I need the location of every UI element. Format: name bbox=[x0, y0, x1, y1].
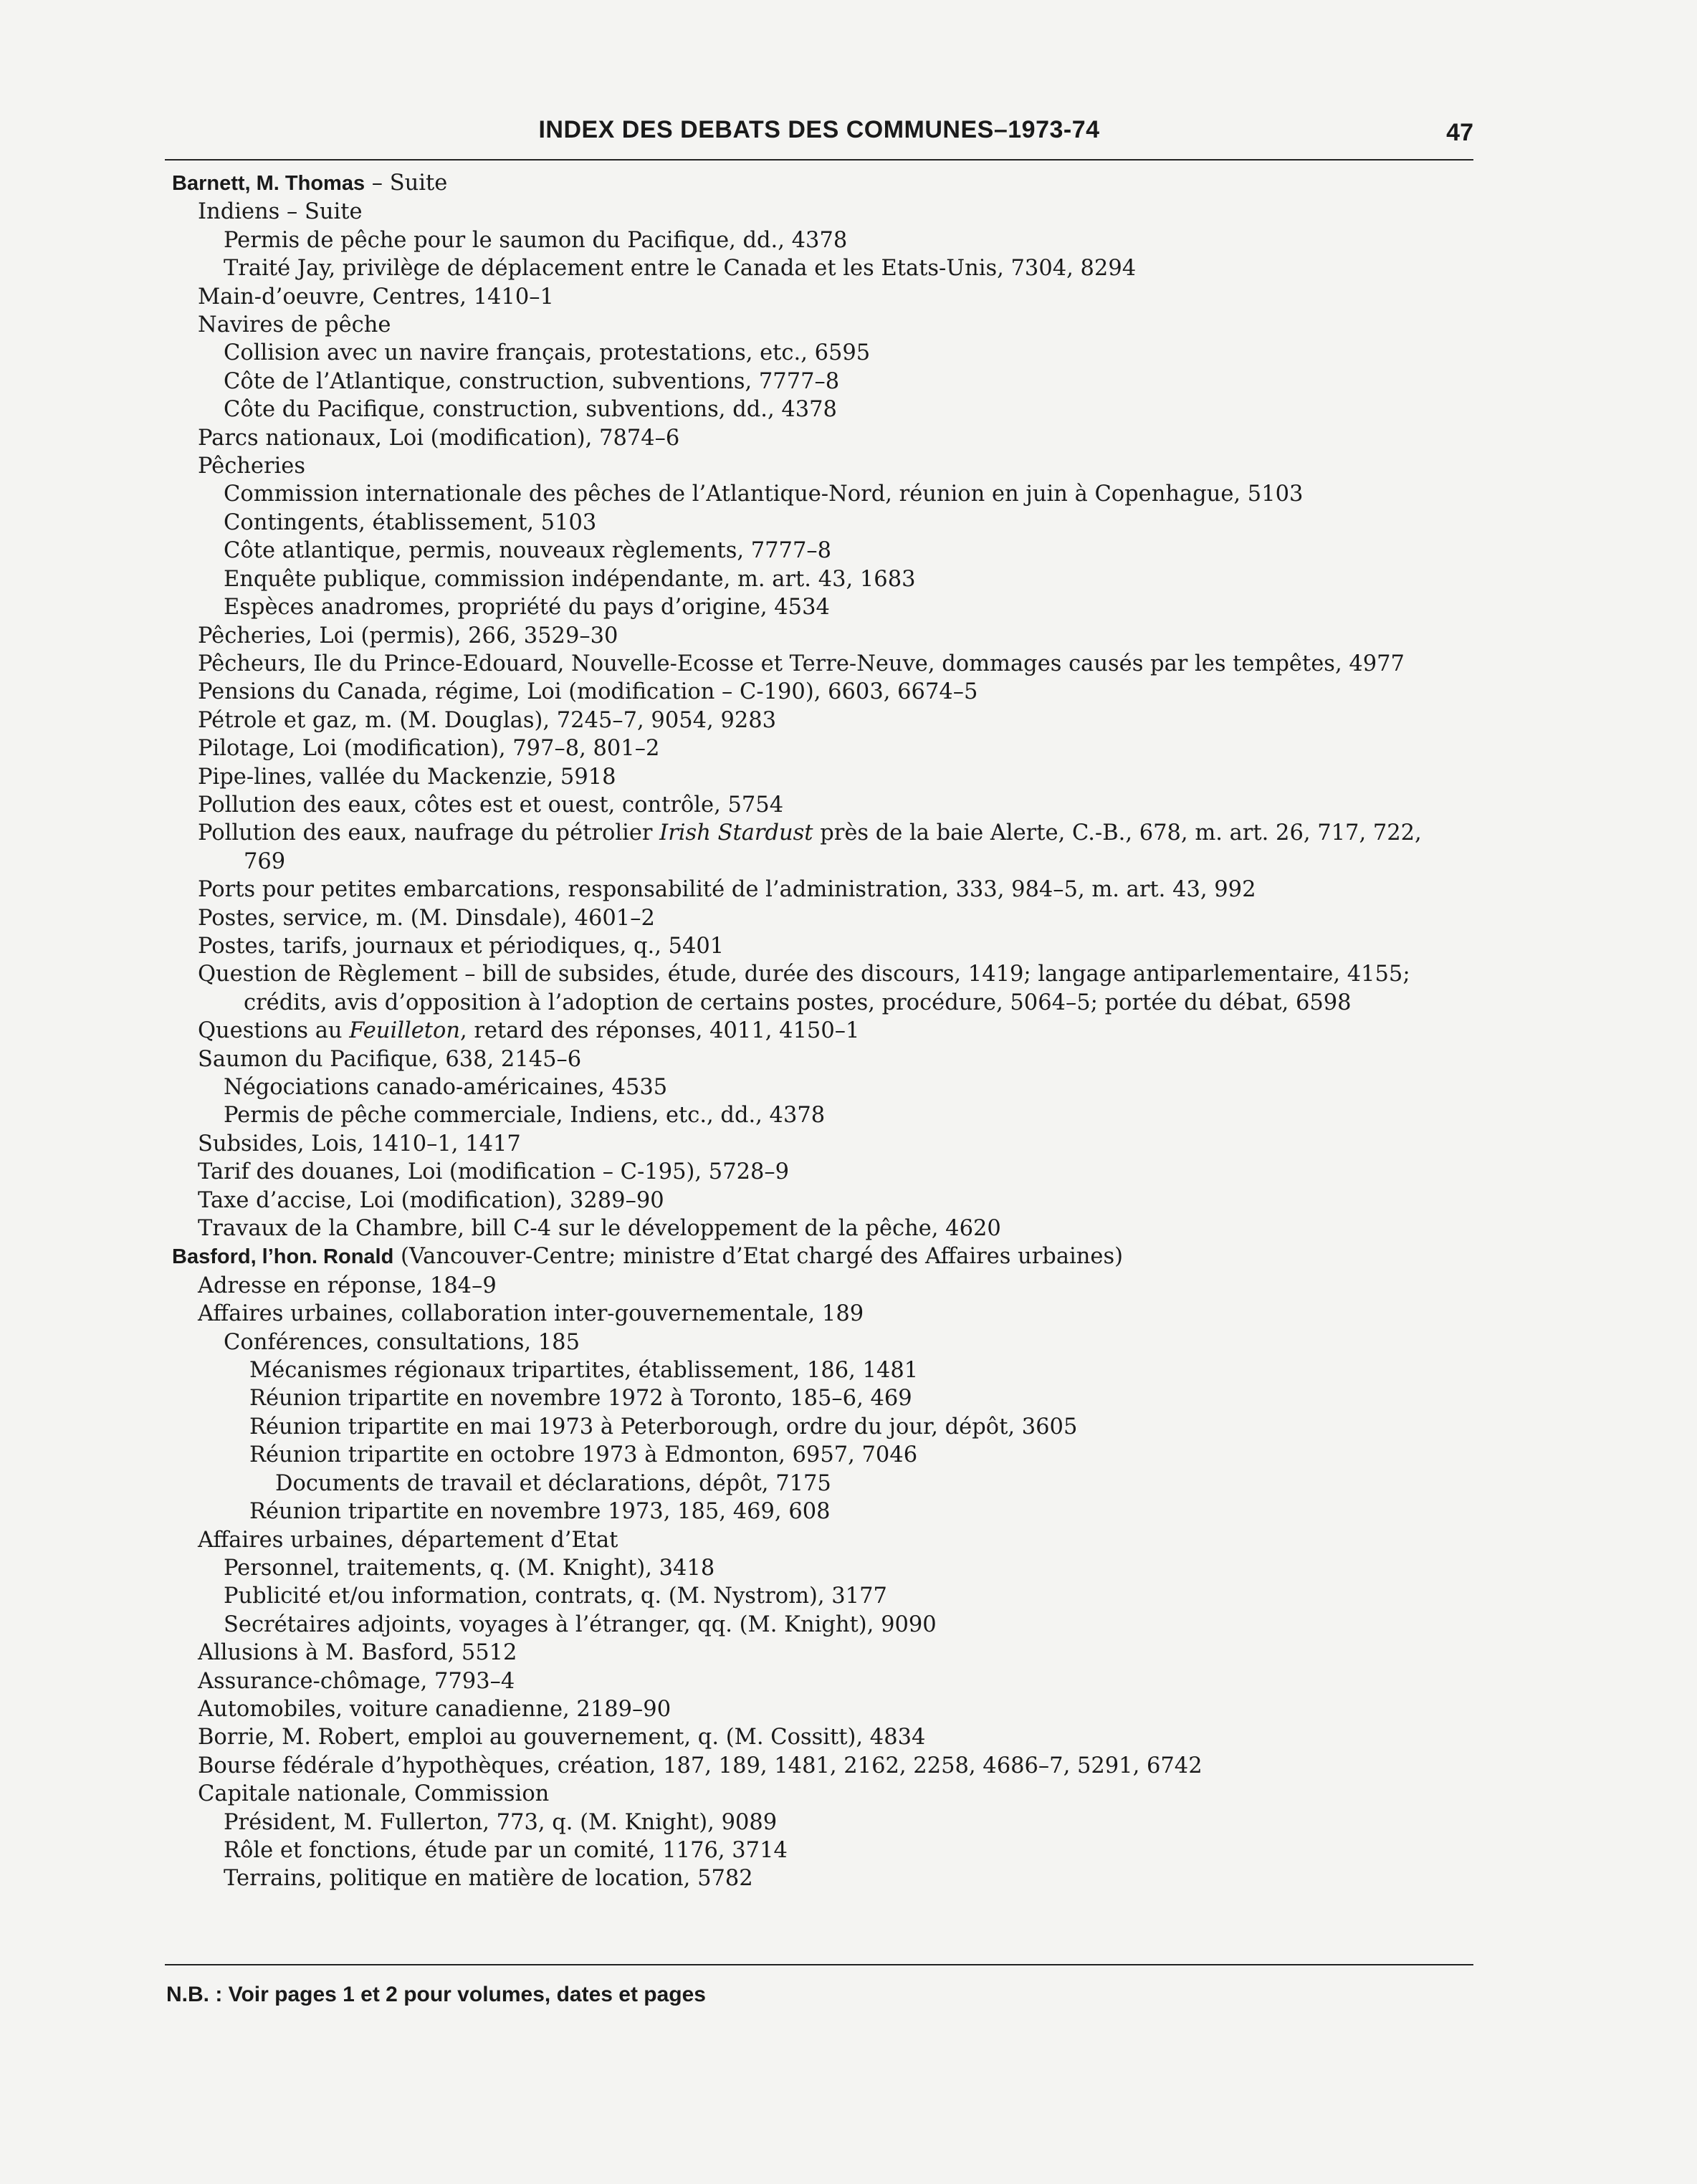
index-entry bbox=[172, 960, 1469, 1017]
index-entry-text: Pensions du Canada, régime, Loi (modification – C-190), 6603, 6674–5 bbox=[198, 679, 978, 705]
index-entry bbox=[172, 1470, 1469, 1498]
index-entry-text: Président, M. Fullerton, 773, q. (M. Knight), 9089 bbox=[224, 1809, 778, 1835]
index-entry-text: Parcs nationaux, Loi (modification), 7874–6 bbox=[198, 425, 680, 451]
index-entry-text: Permis de pêche pour le saumon du Pacifique, dd., 4378 bbox=[224, 227, 848, 253]
index-entry bbox=[172, 1526, 1469, 1554]
index-entry-text: Personnel, traitements, q. (M. Knight), 3418 bbox=[224, 1555, 715, 1581]
index-entry bbox=[172, 593, 1469, 621]
index-entry bbox=[172, 904, 1469, 932]
index-entry-text: Navires de pêche bbox=[198, 312, 391, 338]
index-entry-text: Mécanismes régionaux tripartites, établissement, 186, 1481 bbox=[249, 1358, 919, 1384]
index-entry bbox=[172, 763, 1469, 791]
index-entry bbox=[172, 1639, 1469, 1667]
index-entry-text: Côte de l’Atlantique, construction, subventions, 7777–8 bbox=[224, 368, 840, 394]
index-entry-italic-title: Irish Stardust bbox=[659, 820, 813, 846]
index-entry bbox=[172, 1101, 1469, 1129]
index-entry-italic-title: Feuilleton bbox=[349, 1018, 461, 1044]
index-entry-text: Réunion tripartite en novembre 1972 à Toronto, 185–6, 469 bbox=[249, 1386, 912, 1412]
index-entry-text: Négociations canado-américaines, 4535 bbox=[224, 1075, 668, 1100]
page-number: 47 bbox=[1446, 119, 1473, 146]
index-entry-text: Postes, service, m. (M. Dinsdale), 4601–2 bbox=[198, 905, 655, 931]
index-entry-text: Indiens – Suite bbox=[198, 199, 363, 225]
index-entry-text: Côte atlantique, permis, nouveaux règlements, 7777–8 bbox=[224, 538, 832, 564]
index-entry-text: Réunion tripartite en octobre 1973 à Edmonton, 6957, 7046 bbox=[249, 1442, 918, 1468]
index-entry-text: Rôle et fonctions, étude par un comité, 1176, 3714 bbox=[224, 1837, 788, 1863]
header-rule bbox=[165, 159, 1473, 161]
index-entry-text: Pipe-lines, vallée du Mackenzie, 5918 bbox=[198, 764, 616, 790]
index-entry bbox=[172, 480, 1469, 508]
index-entry-text: Subsides, Lois, 1410–1, 1417 bbox=[198, 1131, 521, 1156]
index-entry bbox=[172, 707, 1469, 734]
index-entry bbox=[172, 1864, 1469, 1892]
index-entry-text: Publicité et/ou information, contrats, q. (M. Nystrom), 3177 bbox=[224, 1584, 887, 1609]
index-entry-text: Questions au bbox=[198, 1018, 350, 1044]
index-entry-text: Affaires urbaines, département d’Etat bbox=[198, 1527, 618, 1553]
index-entry bbox=[172, 1752, 1469, 1780]
index-entry bbox=[172, 1158, 1469, 1186]
index-entry-text: Borrie, M. Robert, emploi au gouvernement, q. (M. Cossitt), 4834 bbox=[198, 1725, 926, 1750]
index-entry bbox=[172, 876, 1469, 904]
index-entry bbox=[172, 1441, 1469, 1469]
index-entry-text: Documents de travail et déclarations, dépôt, 7175 bbox=[275, 1470, 831, 1496]
index-entry bbox=[172, 1809, 1469, 1836]
index-entry-text: (Vancouver-Centre; ministre d’Etat chargé des Affaires urbaines) bbox=[393, 1244, 1123, 1270]
index-entry bbox=[172, 1073, 1469, 1101]
index-entry-text: Enquête publique, commission indépendante, m. art. 43, 1683 bbox=[224, 566, 916, 592]
index-entry bbox=[172, 932, 1469, 960]
index-entry-text: Commission internationale des pêches de l’Atlantique-Nord, réunion en juin à Copenhague, 5103 bbox=[224, 482, 1304, 507]
index-entry bbox=[172, 1695, 1469, 1723]
index-entry-text: Pêcheries, Loi (permis), 266, 3529–30 bbox=[198, 623, 618, 648]
running-title: INDEX DES DEBATS DES COMMUNES–1973-74 bbox=[538, 116, 1100, 143]
index-entry-text: Permis de pêche commerciale, Indiens, etc., dd., 4378 bbox=[224, 1103, 826, 1129]
index-entry-text: Espèces anadromes, propriété du pays d’origine, 4534 bbox=[224, 595, 830, 621]
index-entry-text: Capitale nationale, Commission bbox=[198, 1781, 550, 1807]
index-entry bbox=[172, 734, 1469, 762]
index-entry bbox=[172, 791, 1469, 819]
index-entry bbox=[172, 368, 1469, 396]
index-main-heading bbox=[172, 1242, 1469, 1271]
index-entry bbox=[172, 254, 1469, 282]
index-entry bbox=[172, 650, 1469, 678]
index-entry-text: Tarif des douanes, Loi (modification – C-195), 5728–9 bbox=[198, 1159, 790, 1185]
index-entry bbox=[172, 1384, 1469, 1412]
index-entry-text: Réunion tripartite en mai 1973 à Peterborough, ordre du jour, dépôt, 3605 bbox=[249, 1414, 1078, 1440]
index-entry bbox=[172, 226, 1469, 254]
index-entry-text: Traité Jay, privilège de déplacement entre le Canada et les Etats-Unis, 7304, 8294 bbox=[224, 256, 1137, 282]
index-entry-name: Barnett, M. Thomas bbox=[172, 172, 365, 195]
index-entry bbox=[172, 1130, 1469, 1158]
index-entry bbox=[172, 198, 1469, 226]
index-entry-text: Pêcheurs, Ile du Prince-Edouard, Nouvelle-Ecosse et Terre-Neuve, dommages causés par les tempêtes, 4977 bbox=[198, 651, 1405, 676]
index-entry bbox=[172, 678, 1469, 706]
footnote: N.B. : Voir pages 1 et 2 pour volumes, dates et pages bbox=[166, 1983, 706, 2006]
index-entry bbox=[172, 1498, 1469, 1526]
index-entry-text: Ports pour petites embarcations, responsabilité de l’administration, 333, 984–5, m. art. 43, 992 bbox=[198, 877, 1256, 903]
index-entry bbox=[172, 1780, 1469, 1808]
index-entry-text: Pêcheries bbox=[198, 454, 306, 479]
index-entry-text: Pilotage, Loi (modification), 797–8, 801–2 bbox=[198, 736, 660, 762]
index-entry bbox=[172, 452, 1469, 480]
index-entry bbox=[172, 819, 1469, 876]
index-entry bbox=[172, 1300, 1469, 1328]
index-entry-text: Main-d’oeuvre, Centres, 1410–1 bbox=[198, 284, 554, 310]
index-entry-text: Automobiles, voiture canadienne, 2189–90 bbox=[198, 1696, 671, 1722]
index-main-heading bbox=[172, 169, 1469, 198]
index-entry bbox=[172, 509, 1469, 537]
index-entry-text: Bourse fédérale d’hypothèques, création, 187, 189, 1481, 2162, 2258, 4686–7, 5291, 6742 bbox=[198, 1753, 1203, 1778]
index-entry bbox=[172, 424, 1469, 452]
index-entry-text: Assurance-chômage, 7793–4 bbox=[198, 1668, 515, 1694]
index-entry bbox=[172, 1582, 1469, 1610]
index-entry bbox=[172, 1413, 1469, 1441]
index-entry-text: Côte du Pacifique, construction, subventions, dd., 4378 bbox=[224, 397, 837, 423]
index-entry bbox=[172, 1723, 1469, 1751]
index-entry bbox=[172, 311, 1469, 339]
index-entry-text: près de la baie Alerte, C.-B., 678, m. art. 26, 717, 722, 769 bbox=[244, 820, 1422, 874]
index-entry bbox=[172, 1356, 1469, 1384]
index-entry-text: , retard des réponses, 4011, 4150–1 bbox=[460, 1018, 860, 1044]
index-entry bbox=[172, 1554, 1469, 1582]
index-entry-text: Pollution des eaux, naufrage du pétrolier bbox=[198, 820, 660, 846]
index-entry-text: Réunion tripartite en novembre 1973, 185, 469, 608 bbox=[249, 1499, 831, 1525]
index-entry bbox=[172, 339, 1469, 367]
index-entry-text: Affaires urbaines, collaboration inter-gouvernementale, 189 bbox=[198, 1301, 864, 1327]
index-entry-text: Terrains, politique en matière de location, 5782 bbox=[224, 1866, 753, 1892]
index-entry-name: Basford, l’hon. Ronald bbox=[172, 1245, 394, 1269]
index-entry bbox=[172, 1017, 1469, 1045]
index-entry-text: Adresse en réponse, 184–9 bbox=[198, 1273, 497, 1298]
index-entry bbox=[172, 1836, 1469, 1864]
index-entry bbox=[172, 1272, 1469, 1300]
index-entry-text: Taxe d’accise, Loi (modification), 3289–90 bbox=[198, 1187, 664, 1213]
footer-rule bbox=[165, 1964, 1473, 1965]
index-entry bbox=[172, 1328, 1469, 1356]
index-entry-text: Contingents, établissement, 5103 bbox=[224, 509, 597, 535]
index-entry-text: Question de Règlement – bill de subsides, étude, durée des discours, 1419; langage antiparlementaire, 4155; crédits, avis d’opposition à l’adoption de certains postes, procédure, 5064–5; portée du débat, 6598 bbox=[198, 962, 1410, 1015]
index-entry bbox=[172, 1045, 1469, 1073]
index-entry bbox=[172, 283, 1469, 311]
index-entry-text: Secrétaires adjoints, voyages à l’étranger, qq. (M. Knight), 9090 bbox=[224, 1611, 937, 1637]
index-entry-text: Conférences, consultations, 185 bbox=[224, 1329, 580, 1355]
index-entry-text: Saumon du Pacifique, 638, 2145–6 bbox=[198, 1046, 582, 1072]
index-entry-list bbox=[172, 169, 1469, 1893]
index-entry bbox=[172, 622, 1469, 650]
index-entry-text: Postes, tarifs, journaux et périodiques, q., 5401 bbox=[198, 933, 725, 959]
index-entry bbox=[172, 1187, 1469, 1215]
index-entry-text: Travaux de la Chambre, bill C-4 sur le développement de la pêche, 4620 bbox=[198, 1216, 1001, 1242]
index-entry bbox=[172, 1215, 1469, 1242]
index-entry bbox=[172, 537, 1469, 565]
index-entry bbox=[172, 1611, 1469, 1639]
index-entry bbox=[172, 565, 1469, 593]
index-entry-text: – Suite bbox=[365, 171, 448, 196]
page-header bbox=[165, 112, 1473, 155]
index-entry bbox=[172, 1667, 1469, 1695]
index-entry bbox=[172, 396, 1469, 423]
index-entry-text: Allusions à M. Basford, 5512 bbox=[198, 1640, 517, 1666]
index-entry-text: Pollution des eaux, côtes est et ouest, contrôle, 5754 bbox=[198, 792, 784, 818]
index-entry-text: Pétrole et gaz, m. (M. Douglas), 7245–7, 9054, 9283 bbox=[198, 707, 777, 733]
index-entry-text: Collision avec un navire français, protestations, etc., 6595 bbox=[224, 340, 871, 366]
